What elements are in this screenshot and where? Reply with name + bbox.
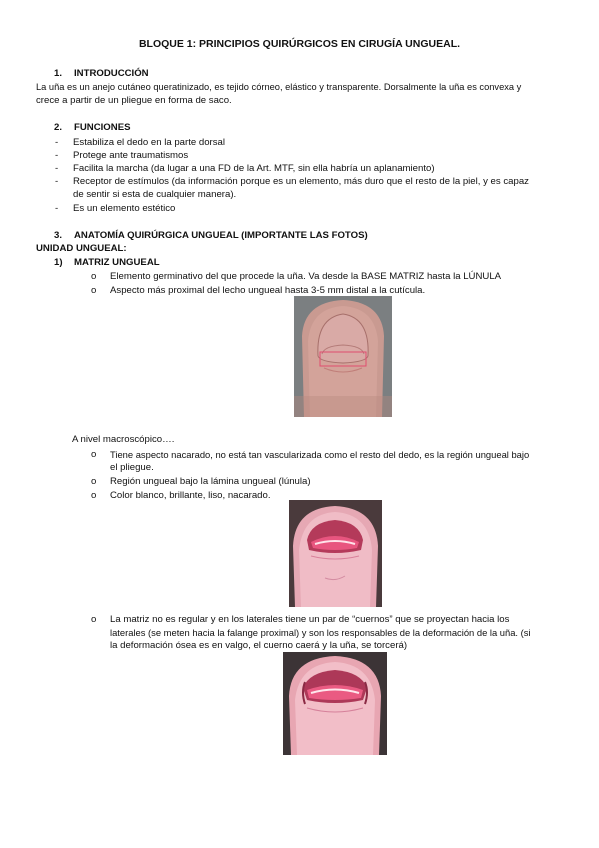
bullet-marker: o	[91, 476, 97, 487]
bullet-item: Color blanco, brillante, liso, nacarado.	[110, 490, 271, 501]
bullet-item-line-3: la deformación ósea es en valgo, el cuerno caerá y la uña, se torcerá)	[110, 640, 408, 651]
bullet-marker: o	[91, 271, 97, 282]
list-item: Facilita la marcha (da lugar a una FD de la Art. MTF, sin ella habría un aplanamiento)	[73, 163, 435, 174]
list-item: Receptor de estímulos (da información porque es un elemento, más duro que el resto de la piel, y es capaz	[73, 176, 529, 187]
bullet-item-line-1: La matriz no es regular y en los laterales tiene un par de “cuernos” que se proyectan hacia los	[110, 614, 510, 625]
bullet-item: Región ungueal bajo la lámina ungueal (lúnula)	[110, 476, 311, 487]
bullet-item-line-2: laterales (se meten hacia la falange proximal) y son los responsables de la deformación de la uña. (si	[110, 627, 531, 638]
list-item-continuation: de sentir si esta de cualquier manera).	[73, 189, 237, 200]
bullet-marker: o	[91, 614, 97, 625]
subsection-number: 1)	[54, 257, 63, 268]
section-1-body-line-2: crece a partir de un pliegue en forma de saco.	[36, 95, 232, 106]
bullet-marker: o	[91, 490, 97, 501]
list-dash: -	[55, 163, 59, 174]
list-dash: -	[55, 176, 59, 187]
macro-label: A nivel macroscópico….	[72, 434, 175, 445]
list-item: Estabiliza el dedo en la parte dorsal	[73, 137, 225, 148]
section-1-body-line-1: La uña es un anejo cutáneo queratinizado, es tejido córneo, elástico y transparente. Dorsalmente la uña es convexa y	[36, 82, 522, 92]
bullet-marker: o	[91, 285, 97, 296]
list-item: Es un elemento estético	[73, 203, 176, 214]
section-3-heading: ANATOMÍA QUIRÚRGICA UNGUEAL (IMPORTANTE LAS FOTOS)	[74, 230, 368, 241]
matrix-horns-photo-3	[283, 652, 387, 755]
section-3-number: 3.	[54, 230, 63, 241]
bullet-item-continuation: el pliegue.	[110, 462, 154, 473]
section-2-number: 2.	[54, 122, 63, 133]
list-dash: -	[55, 137, 59, 148]
list-item: Protege ante traumatismos	[73, 150, 189, 161]
bullet-item: Elemento germinativo del que procede la uña. Va desde la BASE MATRIZ hasta la LÚNULA	[110, 271, 502, 282]
bullet-item: Tiene aspecto nacarado, no está tan vascularizada como el resto del dedo, es la región ungueal bajo	[110, 449, 530, 460]
section-2-heading: FUNCIONES	[74, 122, 131, 133]
nail-matrix-photo-2	[289, 500, 382, 607]
toenail-photo-1	[294, 296, 392, 417]
bullet-item: Aspecto más proximal del lecho ungueal hasta 3-5 mm distal a la cutícula.	[110, 285, 426, 296]
section-1-heading: INTRODUCCIÓN	[74, 68, 149, 79]
list-dash: -	[55, 150, 59, 161]
subsection-heading: MATRIZ UNGUEAL	[74, 257, 160, 268]
bullet-marker: o	[91, 449, 97, 460]
list-dash: -	[55, 203, 59, 214]
section-1-number: 1.	[54, 68, 63, 79]
unit-heading: UNIDAD UNGUEAL:	[36, 243, 127, 254]
page-title: BLOQUE 1: PRINCIPIOS QUIRÚRGICOS EN CIRUGÍA UNGUEAL.	[138, 38, 461, 50]
